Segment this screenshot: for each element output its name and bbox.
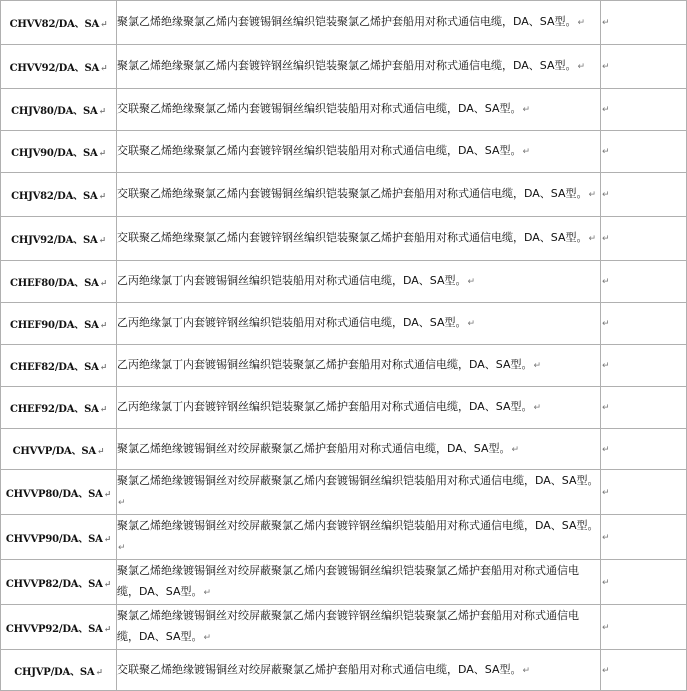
empty-note-cell — [601, 560, 687, 605]
description-cell — [117, 217, 601, 261]
description-cell — [117, 650, 601, 691]
paragraph-mark-icon: ↵ — [511, 444, 520, 455]
paragraph-mark-icon: ↵ — [98, 192, 106, 202]
description-cell — [117, 303, 601, 345]
model-code: CHJV82/DA、SA — [11, 191, 98, 202]
paragraph-mark-icon: ↵ — [95, 667, 103, 678]
paragraph-mark-icon: ↵ — [98, 107, 106, 117]
model-code: CHEF82/DA、SA — [9, 362, 99, 373]
paragraph-mark-icon: ↵ — [602, 361, 610, 371]
empty-note-cell — [601, 345, 687, 387]
table-row — [1, 261, 687, 303]
description-cell — [117, 470, 601, 515]
model-cell — [1, 303, 117, 345]
description-cell — [117, 1, 601, 45]
model-cell — [1, 345, 117, 387]
table-row — [1, 560, 687, 605]
cable-description: 聚氯乙烯绝缘镀锡铜丝对绞屏蔽聚氯乙烯内套镀锌钢丝编织铠装船用对称式通信电缆，DA、SA型。 — [117, 519, 599, 532]
paragraph-mark-icon: ↵ — [522, 665, 531, 676]
cable-description: 乙丙绝缘氯丁内套镀锡铜丝编织铠装聚氯乙烯护套船用对称式通信电缆，DA、SA型。 — [117, 358, 533, 371]
description-cell — [117, 261, 601, 303]
table-row — [1, 217, 687, 261]
paragraph-mark-icon: ↵ — [602, 147, 610, 157]
model-code: CHEF90/DA、SA — [9, 320, 99, 331]
paragraph-mark-icon: ↵ — [99, 321, 108, 331]
paragraph-mark-icon: ↵ — [602, 444, 610, 455]
model-code: CHVV82/DA、SA — [9, 19, 100, 30]
paragraph-mark-icon: ↵ — [99, 363, 108, 373]
paragraph-mark-icon: ↵ — [467, 277, 476, 287]
model-code: CHVVP/DA、SA — [12, 445, 96, 457]
table-row — [1, 1, 687, 45]
table-row — [1, 345, 687, 387]
empty-note-cell — [601, 261, 687, 303]
paragraph-mark-icon: ↵ — [100, 64, 108, 74]
paragraph-mark-icon: ↵ — [602, 18, 610, 28]
paragraph-mark-icon: ↵ — [602, 234, 610, 244]
model-cell — [1, 45, 117, 89]
empty-note-cell — [601, 429, 687, 470]
paragraph-mark-icon: ↵ — [103, 534, 112, 545]
paragraph-mark-icon: ↵ — [103, 624, 112, 635]
description-cell — [117, 429, 601, 470]
paragraph-mark-icon: ↵ — [99, 279, 108, 289]
paragraph-mark-icon: ↵ — [588, 234, 597, 244]
paragraph-mark-icon: ↵ — [118, 498, 126, 508]
paragraph-mark-icon: ↵ — [602, 487, 610, 498]
empty-note-cell — [601, 303, 687, 345]
description-cell — [117, 131, 601, 173]
table-row — [1, 429, 687, 470]
table-row — [1, 89, 687, 131]
paragraph-mark-icon: ↵ — [522, 147, 531, 157]
paragraph-mark-icon: ↵ — [103, 579, 112, 590]
model-code: CHVVP80/DA、SA — [5, 488, 103, 500]
empty-note-cell — [601, 173, 687, 217]
description-cell — [117, 89, 601, 131]
table-row — [1, 470, 687, 515]
model-code: CHJV90/DA、SA — [11, 148, 98, 159]
cable-spec-table-body — [1, 1, 687, 691]
cable-description: 交联聚乙烯绝缘镀锡铜丝对绞屏蔽聚氯乙烯护套船用对称式通信电缆，DA、SA型。 — [117, 662, 522, 676]
paragraph-mark-icon: ↵ — [96, 446, 105, 457]
empty-note-cell — [601, 1, 687, 45]
paragraph-mark-icon: ↵ — [602, 105, 610, 115]
description-cell — [117, 515, 601, 560]
empty-note-cell — [601, 650, 687, 691]
cable-description: 交联聚乙烯绝缘聚氯乙烯内套镀锡铜丝编织铠装船用对称式通信电缆，DA、SA型。 — [117, 102, 522, 115]
model-code: CHJV80/DA、SA — [11, 106, 98, 117]
empty-note-cell — [601, 89, 687, 131]
model-code: CHJV92/DA、SA — [11, 235, 98, 246]
description-cell — [117, 173, 601, 217]
table-row — [1, 387, 687, 429]
paragraph-mark-icon: ↵ — [99, 405, 108, 415]
table-row — [1, 650, 687, 691]
empty-note-cell — [601, 470, 687, 515]
model-cell — [1, 605, 117, 650]
paragraph-mark-icon: ↵ — [577, 18, 586, 28]
table-row — [1, 515, 687, 560]
description-cell — [117, 560, 601, 605]
paragraph-mark-icon: ↵ — [602, 622, 610, 633]
paragraph-mark-icon: ↵ — [602, 665, 610, 676]
cable-description: 乙丙绝缘氯丁内套镀锡铜丝编织铠装船用对称式通信电缆，DA、SA型。 — [117, 274, 467, 287]
model-code: CHVVP90/DA、SA — [5, 533, 103, 545]
paragraph-mark-icon: ↵ — [103, 489, 112, 500]
model-code: CHEF80/DA、SA — [9, 278, 99, 289]
cable-description: 聚氯乙烯绝缘镀锡铜丝对绞屏蔽聚氯乙烯内套镀锌钢丝编织铠装聚氯乙烯护套船用对称式通信电缆，DA、SA型。 — [117, 609, 579, 643]
paragraph-mark-icon: ↵ — [100, 20, 108, 30]
model-cell — [1, 1, 117, 45]
empty-note-cell — [601, 605, 687, 650]
description-cell — [117, 605, 601, 650]
model-code: CHJVP/DA、SA — [14, 666, 95, 678]
empty-note-cell — [601, 45, 687, 89]
cable-description: 聚氯乙烯绝缘镀锡铜丝对绞屏蔽聚氯乙烯内套镀锡铜丝编织铠装聚氯乙烯护套船用对称式通信电缆，DA、SA型。 — [117, 564, 579, 598]
model-cell — [1, 89, 117, 131]
table-row — [1, 605, 687, 650]
description-cell — [117, 345, 601, 387]
paragraph-mark-icon: ↵ — [203, 588, 212, 598]
paragraph-mark-icon: ↵ — [577, 62, 586, 72]
model-cell — [1, 560, 117, 605]
table-row — [1, 173, 687, 217]
paragraph-mark-icon: ↵ — [602, 277, 610, 287]
paragraph-mark-icon: ↵ — [602, 190, 610, 200]
cable-description: 聚氯乙烯绝缘镀锡铜丝对绞屏蔽聚氯乙烯护套船用对称式通信电缆，DA、SA型。 — [117, 441, 511, 455]
model-code: CHVVP92/DA、SA — [5, 623, 103, 635]
model-cell — [1, 429, 117, 470]
model-cell — [1, 261, 117, 303]
paragraph-mark-icon: ↵ — [98, 236, 106, 246]
table-row — [1, 131, 687, 173]
model-code: CHEF92/DA、SA — [9, 404, 99, 415]
model-cell — [1, 470, 117, 515]
paragraph-mark-icon: ↵ — [118, 543, 126, 553]
empty-note-cell — [601, 131, 687, 173]
cable-description: 聚氯乙烯绝缘镀锡铜丝对绞屏蔽聚氯乙烯内套镀锡铜丝编织铠装船用对称式通信电缆，DA、SA型。 — [117, 474, 599, 487]
model-code: CHVVP82/DA、SA — [5, 578, 103, 590]
empty-note-cell — [601, 515, 687, 560]
table-row — [1, 45, 687, 89]
model-cell — [1, 515, 117, 560]
model-cell — [1, 387, 117, 429]
paragraph-mark-icon: ↵ — [533, 361, 542, 371]
paragraph-mark-icon: ↵ — [602, 532, 610, 543]
cable-description: 乙丙绝缘氯丁内套镀锌钢丝编织铠装船用对称式通信电缆，DA、SA型。 — [117, 316, 467, 329]
description-cell — [117, 45, 601, 89]
paragraph-mark-icon: ↵ — [98, 149, 106, 159]
paragraph-mark-icon: ↵ — [203, 633, 212, 643]
cable-description: 交联聚乙烯绝缘聚氯乙烯内套镀锡铜丝编织铠装聚氯乙烯护套船用对称式通信电缆，DA、SA型。 — [117, 187, 588, 200]
table-row — [1, 303, 687, 345]
paragraph-mark-icon: ↵ — [602, 319, 610, 329]
paragraph-mark-icon: ↵ — [588, 190, 597, 200]
cable-description: 聚氯乙烯绝缘聚氯乙烯内套镀锡铜丝编织铠装聚氯乙烯护套船用对称式通信电缆，DA、SA型。 — [117, 15, 577, 28]
cable-description: 交联聚乙烯绝缘聚氯乙烯内套镀锌钢丝编织铠装船用对称式通信电缆，DA、SA型。 — [117, 144, 522, 157]
cable-description: 聚氯乙烯绝缘聚氯乙烯内套镀锌钢丝编织铠装聚氯乙烯护套船用对称式通信电缆，DA、SA型。 — [117, 59, 577, 72]
cable-description: 交联聚乙烯绝缘聚氯乙烯内套镀锌钢丝编织铠装聚氯乙烯护套船用对称式通信电缆，DA、SA型。 — [117, 231, 588, 244]
paragraph-mark-icon: ↵ — [602, 577, 610, 588]
empty-note-cell — [601, 217, 687, 261]
paragraph-mark-icon: ↵ — [602, 403, 610, 413]
paragraph-mark-icon: ↵ — [533, 403, 542, 413]
description-cell — [117, 387, 601, 429]
model-cell — [1, 173, 117, 217]
empty-note-cell — [601, 387, 687, 429]
paragraph-mark-icon: ↵ — [602, 62, 610, 72]
model-cell — [1, 650, 117, 691]
model-cell — [1, 217, 117, 261]
model-cell — [1, 131, 117, 173]
paragraph-mark-icon: ↵ — [467, 319, 476, 329]
model-code: CHVV92/DA、SA — [9, 63, 100, 74]
cable-description: 乙丙绝缘氯丁内套镀锌钢丝编织铠装聚氯乙烯护套船用对称式通信电缆，DA、SA型。 — [117, 400, 533, 413]
paragraph-mark-icon: ↵ — [522, 105, 531, 115]
